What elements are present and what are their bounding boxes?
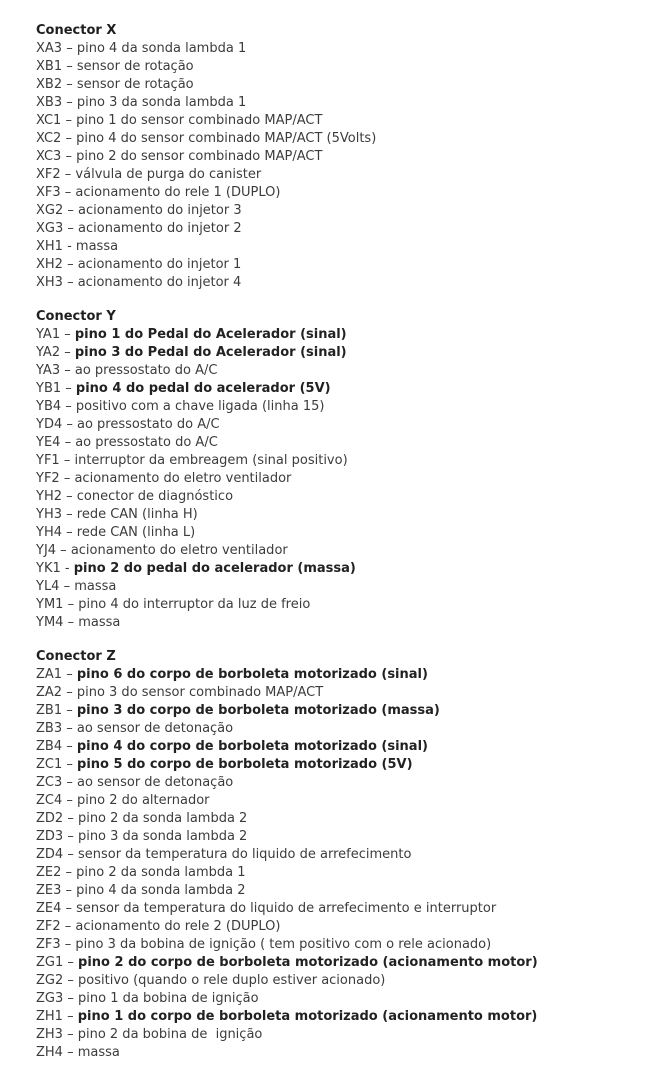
pin-code: YM1: [36, 597, 64, 612]
pin-row: [36, 720, 653, 738]
pin-code: YL4: [36, 579, 60, 594]
pin-row: [36, 738, 653, 756]
pin-code: YA3: [36, 363, 61, 378]
pin-code: ZD3: [36, 829, 64, 844]
pin-separator: –: [60, 185, 76, 200]
pin-code: ZC1: [36, 757, 63, 772]
pin-row: [36, 256, 653, 274]
pin-separator: –: [60, 167, 76, 182]
pin-code: ZH3: [36, 1027, 63, 1042]
pin-separator: –: [63, 811, 78, 826]
pin-separator: -: [60, 561, 74, 576]
pin-separator: -: [62, 239, 76, 254]
pin-description: massa: [75, 239, 119, 254]
pin-code: ZG3: [36, 991, 64, 1006]
section-title: Conector Y: [36, 309, 116, 324]
pin-code: ZF3: [36, 937, 61, 952]
pin-row: [36, 58, 653, 76]
pin-row: [36, 954, 653, 972]
pin-description: acionamento do eletro ventilador: [70, 543, 288, 558]
pin-code: ZG1: [36, 955, 64, 970]
pin-separator: –: [62, 489, 77, 504]
pin-description: pino 3 do Pedal do Acelerador (sinal): [74, 345, 347, 360]
pin-code: XF2: [36, 167, 61, 182]
pin-row: [36, 918, 653, 936]
pin-separator: –: [62, 95, 77, 110]
pin-code: YM4: [36, 615, 64, 630]
pin-description: acionamento do injetor 1: [77, 257, 242, 272]
pin-code: ZH1: [36, 1009, 63, 1024]
pin-description: pino 4 do interruptor da luz de freio: [78, 597, 311, 612]
pin-row: [36, 542, 653, 560]
pin-row: [36, 828, 653, 846]
pin-row: [36, 470, 653, 488]
pin-code: XH1: [36, 239, 63, 254]
pin-row: [36, 506, 653, 524]
pin-description: pino 1 do corpo de borboleta motorizado (acionamento motor): [77, 1009, 538, 1024]
pin-description: pino 1 do Pedal do Acelerador (sinal): [74, 327, 347, 342]
pin-description: válvula de purga do canister: [75, 167, 262, 182]
pin-description: ao pressostato do A/C: [74, 363, 218, 378]
pin-row: [36, 666, 653, 684]
pin-row: [36, 94, 653, 112]
pin-description: rede CAN (linha H): [76, 507, 198, 522]
pin-code: ZB3: [36, 721, 63, 736]
pin-description: pino 4 do corpo de borboleta motorizado (sinal): [76, 739, 428, 754]
pin-code: YA1: [36, 327, 61, 342]
pin-row: [36, 488, 653, 506]
pin-separator: –: [62, 721, 77, 736]
pin-row: [36, 972, 653, 990]
pin-row: [36, 990, 653, 1008]
pin-row: [36, 846, 653, 864]
pin-row: [36, 864, 653, 882]
pin-description: pino 2 da sonda lambda 2: [77, 811, 248, 826]
pin-code: YH4: [36, 525, 62, 540]
pin-code: ZE2: [36, 865, 62, 880]
pin-description: pino 2 do pedal do acelerador (massa): [73, 561, 356, 576]
pin-description: pino 3 do corpo de borboleta motorizado (massa): [76, 703, 440, 718]
pin-description: acionamento do injetor 3: [78, 203, 242, 218]
pin-description: positivo (quando o rele duplo estiver acionado): [78, 973, 386, 988]
pin-separator: –: [63, 615, 79, 630]
pin-separator: –: [60, 363, 75, 378]
pin-separator: –: [60, 937, 76, 952]
pin-separator: –: [62, 739, 77, 754]
pin-description: interruptor da embreagem (sinal positivo): [74, 453, 348, 468]
pin-row: [36, 112, 653, 130]
pin-description: ao pressostato do A/C: [77, 417, 220, 432]
pin-description: pino 2 do sensor combinado MAP/ACT: [76, 149, 323, 164]
pin-description: pino 2 da bobina de ignição: [77, 1027, 263, 1042]
pin-separator: –: [61, 149, 77, 164]
pin-separator: –: [59, 453, 75, 468]
pin-code: ZB4: [36, 739, 63, 754]
pin-code: XC1: [36, 113, 62, 128]
pin-description: conector de diagnóstico: [76, 489, 234, 504]
pin-row: [36, 76, 653, 94]
pin-code: YH2: [36, 489, 62, 504]
pin-separator: –: [62, 1045, 78, 1060]
pin-description: acionamento do injetor 4: [77, 275, 242, 290]
pin-code: XB1: [36, 59, 63, 74]
pin-separator: –: [62, 793, 78, 808]
pin-row: [36, 578, 653, 596]
pin-row: [36, 362, 653, 380]
pin-description: sensor de rotação: [76, 59, 194, 74]
pin-separator: –: [62, 59, 77, 74]
pin-row: [36, 774, 653, 792]
pin-code: ZF2: [36, 919, 61, 934]
pin-separator: –: [62, 507, 77, 522]
pin-separator: –: [60, 327, 75, 342]
pin-description: pino 2 do corpo de borboleta motorizado (acionamento motor): [78, 955, 538, 970]
pin-description: pino 4 da sonda lambda 1: [76, 41, 247, 56]
pin-separator: –: [61, 399, 76, 414]
pin-description: acionamento do rele 2 (DUPLO): [75, 919, 281, 934]
pin-description: sensor de rotação: [76, 77, 194, 92]
pin-separator: –: [63, 847, 78, 862]
connector-section: [36, 648, 653, 1062]
pin-description: massa: [74, 579, 117, 594]
pin-row: [36, 416, 653, 434]
pin-description: pino 2 do alternador: [77, 793, 210, 808]
pin-code: XF3: [36, 185, 61, 200]
pin-code: ZA2: [36, 685, 63, 700]
pin-row: [36, 596, 653, 614]
pin-description: pino 1 da bobina de ignição: [78, 991, 259, 1006]
pin-row: [36, 220, 653, 238]
pin-description: sensor da temperatura do liquido de arrefecimento: [77, 847, 412, 862]
pin-row: [36, 130, 653, 148]
pin-separator: –: [63, 597, 79, 612]
pin-description: pino 2 da sonda lambda 1: [76, 865, 246, 880]
pin-code: YB4: [36, 399, 62, 414]
pin-row: [36, 398, 653, 416]
pin-separator: –: [63, 973, 79, 988]
pin-row: [36, 756, 653, 774]
pin-row: [36, 882, 653, 900]
pin-code: ZD4: [36, 847, 64, 862]
pin-code: XB2: [36, 77, 63, 92]
pin-separator: –: [61, 381, 76, 396]
pin-row: [36, 1044, 653, 1062]
pin-code: ZC4: [36, 793, 63, 808]
pin-code: YH3: [36, 507, 62, 522]
pin-description: massa: [77, 1045, 120, 1060]
pin-row: [36, 524, 653, 542]
pin-code: YF2: [36, 471, 60, 486]
pin-code: ZH4: [36, 1045, 63, 1060]
pin-code: XH3: [36, 275, 63, 290]
pin-description: acionamento do rele 1 (DUPLO): [75, 185, 281, 200]
pin-separator: –: [61, 901, 77, 916]
pin-separator: –: [59, 579, 75, 594]
pin-separator: –: [62, 667, 77, 682]
pin-description: pino 4 do sensor combinado MAP/ACT (5Volts): [76, 131, 377, 146]
pin-description: pino 3 da bobina de ignição ( tem positivo com o rele acionado): [75, 937, 492, 952]
pin-row: [36, 148, 653, 166]
connector-section: [36, 308, 653, 632]
pin-row: [36, 380, 653, 398]
pin-description: pino 3 do sensor combinado MAP/ACT: [76, 685, 324, 700]
pin-code: ZE3: [36, 883, 62, 898]
pin-code: YK1: [36, 561, 61, 576]
pin-separator: –: [63, 955, 79, 970]
pin-separator: –: [62, 1027, 78, 1042]
pin-row: [36, 452, 653, 470]
pin-code: ZD2: [36, 811, 64, 826]
pin-separator: –: [62, 757, 78, 772]
pin-code: XG2: [36, 203, 64, 218]
pin-separator: –: [63, 829, 78, 844]
pin-row: [36, 344, 653, 362]
pin-row: [36, 1008, 653, 1026]
pin-code: ZG2: [36, 973, 64, 988]
pin-row: [36, 40, 653, 58]
pin-code: XB3: [36, 95, 63, 110]
pin-code: ZE4: [36, 901, 62, 916]
section-title: Conector Z: [36, 649, 116, 664]
pin-description: pino 3 da sonda lambda 1: [76, 95, 247, 110]
pin-separator: –: [61, 865, 77, 880]
pin-code: YB1: [36, 381, 62, 396]
pin-code: ZA1: [36, 667, 63, 682]
pin-row: [36, 792, 653, 810]
pin-row: [36, 274, 653, 292]
connector-section: [36, 22, 653, 292]
pin-code: ZB1: [36, 703, 63, 718]
pin-description: pino 5 do corpo de borboleta motorizado (5V): [77, 757, 413, 772]
pin-separator: –: [62, 1009, 78, 1024]
pin-row: [36, 614, 653, 632]
pin-row: [36, 560, 653, 578]
pin-separator: –: [62, 77, 77, 92]
pin-row: [36, 238, 653, 256]
pin-code: XG3: [36, 221, 64, 236]
pin-separator: –: [59, 471, 75, 486]
pin-separator: –: [60, 345, 75, 360]
pin-code: ZC3: [36, 775, 63, 790]
pin-separator: –: [61, 113, 77, 128]
pin-separator: –: [61, 883, 77, 898]
pin-description: pino 4 do pedal do acelerador (5V): [75, 381, 331, 396]
pin-separator: –: [56, 543, 71, 558]
pin-separator: –: [62, 685, 77, 700]
section-title: Conector X: [36, 23, 117, 38]
pin-row: [36, 184, 653, 202]
pin-row: [36, 684, 653, 702]
pin-row: [36, 166, 653, 184]
pin-code: YF1: [36, 453, 60, 468]
pin-row: [36, 810, 653, 828]
pin-separator: –: [63, 221, 79, 236]
pin-description: ao pressostato do A/C: [75, 435, 218, 450]
pin-separator: –: [62, 41, 77, 56]
pin-separator: –: [62, 703, 77, 718]
pin-row: [36, 434, 653, 452]
pin-separator: –: [60, 435, 76, 450]
pin-code: YE4: [36, 435, 61, 450]
pin-code: XC3: [36, 149, 62, 164]
pin-separator: –: [62, 775, 78, 790]
pin-description: pino 3 da sonda lambda 2: [77, 829, 248, 844]
pin-description: positivo com a chave ligada (linha 15): [75, 399, 325, 414]
pin-description: ao sensor de detonação: [76, 721, 234, 736]
pin-row: [36, 1026, 653, 1044]
pin-separator: –: [63, 991, 79, 1006]
pin-separator: –: [62, 525, 77, 540]
pin-row: [36, 900, 653, 918]
pin-row: [36, 202, 653, 220]
pin-description: rede CAN (linha L): [76, 525, 196, 540]
pin-code: XA3: [36, 41, 63, 56]
pin-description: acionamento do eletro ventilador: [74, 471, 292, 486]
pin-row: [36, 936, 653, 954]
pin-separator: –: [61, 131, 77, 146]
pin-code: XC2: [36, 131, 62, 146]
pin-row: [36, 326, 653, 344]
pin-description: pino 4 da sonda lambda 2: [76, 883, 246, 898]
pin-description: pino 1 do sensor combinado MAP/ACT: [76, 113, 323, 128]
pin-code: YA2: [36, 345, 61, 360]
pin-description: pino 6 do corpo de borboleta motorizado (sinal): [76, 667, 428, 682]
pin-separator: –: [62, 257, 78, 272]
pin-code: YD4: [36, 417, 63, 432]
pin-code: YJ4: [36, 543, 57, 558]
pin-description: massa: [78, 615, 121, 630]
pin-description: sensor da temperatura do liquido de arrefecimento e interruptor: [76, 901, 497, 916]
pin-description: ao sensor de detonação: [77, 775, 234, 790]
pin-code: XH2: [36, 257, 63, 272]
pin-separator: –: [60, 919, 76, 934]
pin-description: acionamento do injetor 2: [78, 221, 242, 236]
pin-separator: –: [62, 275, 78, 290]
pin-row: [36, 702, 653, 720]
pin-separator: –: [63, 203, 79, 218]
pin-separator: –: [62, 417, 77, 432]
